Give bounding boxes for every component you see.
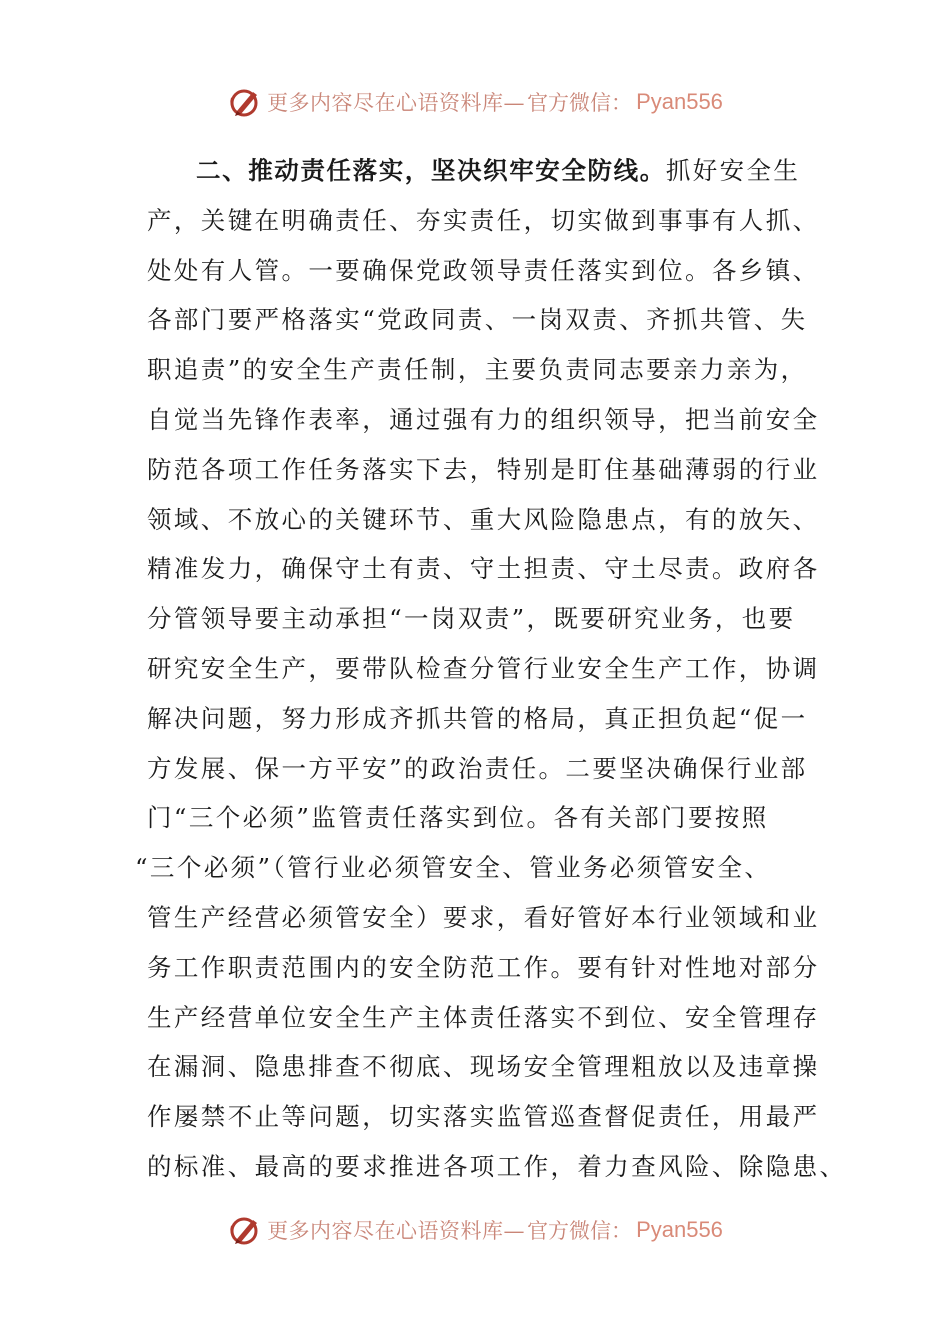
text-line: 分管领导要主动承担“一岗双责”，既要研究业务，也要 — [147, 604, 796, 634]
footer-watermark — [0, 1210, 950, 1250]
text-line: 精准发力，确保守土有责、守土担责、守土尽责。政府各 — [147, 554, 820, 584]
text-line: 自觉当先锋作表率，通过强有力的组织领导，把当前安全 — [147, 404, 820, 434]
text-line: 方发展、保一方平安”的政治责任。二要坚决确保行业部 — [147, 753, 808, 783]
text-line: 产，关键在明确责任、夯实责任，切实做到事事有人抓、 — [147, 205, 820, 235]
text-line: 务工作职责范围内的安全防范工作。要有针对性地对部分 — [147, 952, 820, 982]
watermark-wechat-id: Pyan556 — [636, 89, 723, 114]
text-line: 领域、不放心的关键环节、重大风险隐患点，有的放矢、 — [147, 504, 820, 534]
text-line: 抓好安全生 — [665, 156, 801, 185]
watermark-wechat-label: 官方微信： — [527, 1219, 633, 1243]
text-line: 各部门要严格落实“党政同责、一岗双责、齐抓共管、失 — [147, 305, 808, 335]
text-line: 处处有人管。一要确保党政领导责任落实到位。各乡镇、 — [147, 255, 820, 285]
paragraph-first-line — [147, 146, 807, 196]
text-line: 职追责”的安全生产责任制，主要负责同志要亲力亲为， — [147, 355, 808, 385]
text-line: 防范各项工作任务落实下去，特别是盯住基础薄弱的行业 — [147, 454, 820, 484]
text-line: 门“三个必须”监管责任落实到位。各有关部门要按照 — [147, 803, 769, 833]
text-line: 的标准、最高的要求推进各项工作，着力查风险、除隐患、 — [147, 1151, 847, 1181]
pen-logo-icon — [227, 1212, 263, 1248]
watermark-wechat-label: 官方微信： — [527, 91, 633, 115]
watermark-site-text: 更多内容尽在心语资料库— — [267, 91, 526, 115]
pen-logo-icon — [227, 84, 263, 120]
watermark-site-text: 更多内容尽在心语资料库— — [267, 1219, 526, 1243]
text-line: 在漏洞、隐患排查不彻底、现场安全管理粗放以及违章操 — [147, 1052, 820, 1082]
text-line: 生产经营单位安全生产主体责任落实不到位、安全管理存 — [147, 1002, 820, 1032]
document-body — [135, 146, 847, 1192]
text-line: 作屡禁不止等问题，切实落实监管巡查督促责任，用最严 — [147, 1102, 820, 1132]
text-line: “三个必须”（管行业必须管安全、管业务必须管安全、 — [135, 853, 772, 883]
text-line: 管生产经营必须管安全）要求，看好管好本行业领域和业 — [147, 902, 820, 932]
watermark-wechat-id: Pyan556 — [636, 1217, 723, 1242]
header-watermark — [0, 82, 950, 122]
section-heading: 二、推动责任落实，坚决织牢安全防线。 — [196, 156, 666, 185]
text-line: 研究安全生产，要带队检查分管行业安全生产工作，协调 — [147, 653, 820, 683]
text-line: 解决问题，努力形成齐抓共管的格局，真正担负起“促一 — [147, 703, 808, 733]
